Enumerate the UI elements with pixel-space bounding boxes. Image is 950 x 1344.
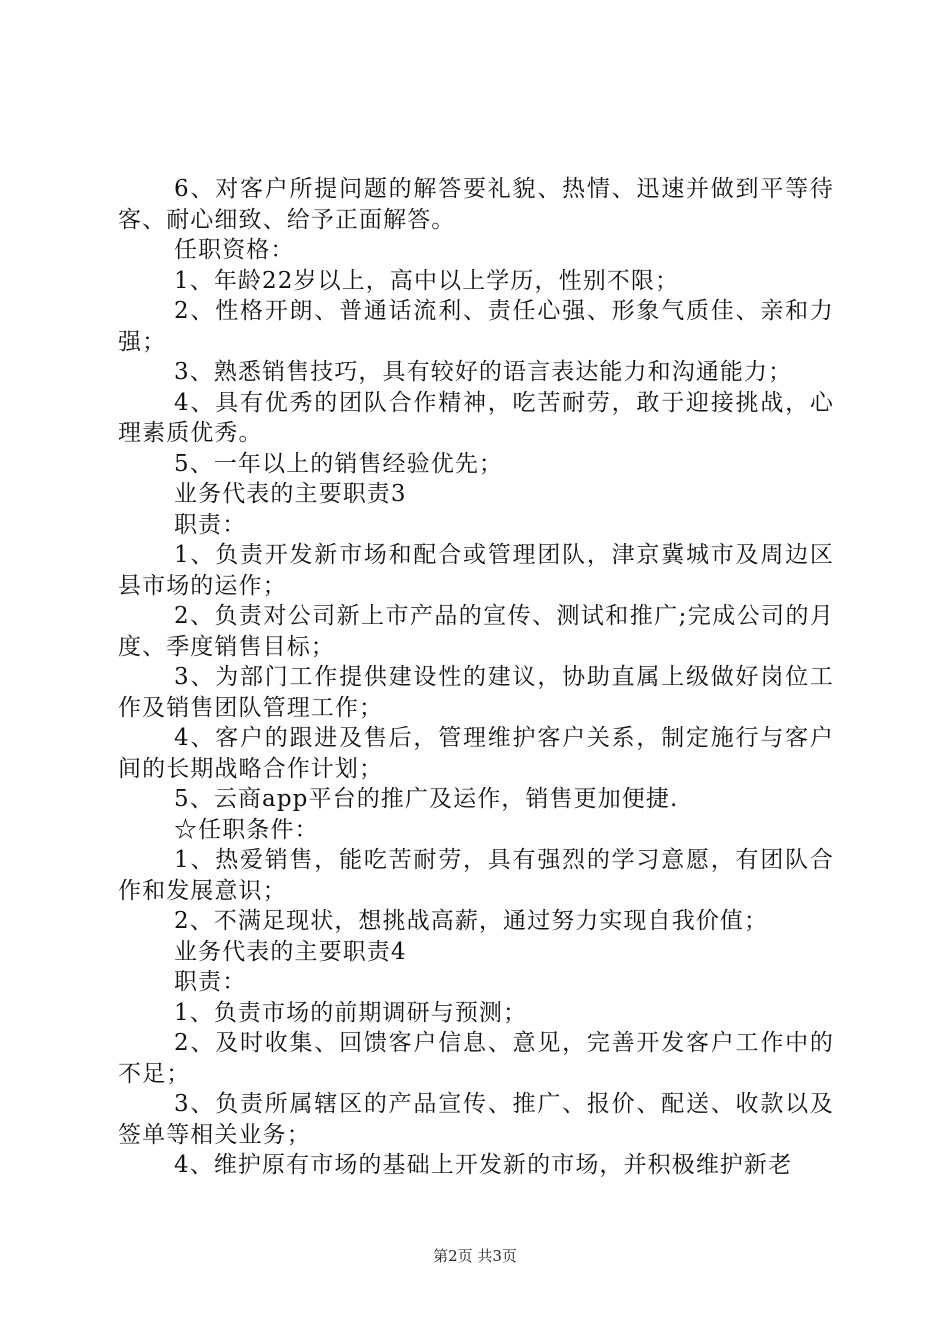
paragraph: 3、负责所属辖区的产品宣传、推广、报价、配送、收款以及签单等相关业务；: [118, 1091, 834, 1148]
document-body: [118, 174, 834, 1181]
page-footer: 第2页 共3页: [433, 1247, 517, 1265]
paragraph: 2、及时收集、回馈客户信息、意见，完善开发客户工作中的不足；: [118, 1030, 834, 1087]
paragraph: 1、负责开发新市场和配合或管理团队，津京冀城市及周边区县市场的运作；: [118, 542, 834, 599]
section-heading: 任职资格：: [174, 237, 295, 263]
paragraph: 5、一年以上的销售经验优先；: [174, 450, 504, 477]
paragraph: 3、熟悉销售技巧，具有较好的语言表达能力和沟通能力；: [174, 359, 793, 385]
section-heading: 职责：: [174, 969, 247, 995]
paragraph: 4、具有优秀的团队合作精神，吃苦耐劳，敢于迎接挑战，心理素质优秀。: [118, 389, 834, 446]
paragraph: 1、负责市场的前期调研与预测；: [174, 999, 528, 1026]
paragraph: 3、为部门工作提供建设性的建议，协助直属上级做好岗位工作及销售团队管理工作；: [118, 664, 834, 721]
paragraph: 2、负责对公司新上市产品的宣传、测试和推广;完成公司的月度、季度销售目标；: [118, 603, 834, 660]
paragraph: 1、年龄22岁以上，高中以上学历，性别不限；: [174, 267, 680, 294]
paragraph: 4、维护原有市场的基础上开发新的市场，并积极维护新老: [174, 1152, 793, 1178]
section-heading: 职责：: [174, 511, 247, 538]
paragraph: 1、热爱销售，能吃苦耐劳，具有强烈的学习意愿，有团队合作和发展意识；: [118, 847, 834, 904]
section-heading: ☆任职条件：: [174, 816, 319, 843]
paragraph: 4、客户的跟进及售后，管理维护客户关系，制定施行与客户间的长期战略合作计划；: [118, 725, 834, 782]
section-title: 业务代表的主要职责3: [174, 481, 407, 507]
section-title: 业务代表的主要职责4: [174, 938, 407, 965]
paragraph: 2、不满足现状，想挑战高薪，通过努力实现自我价值；: [174, 908, 769, 934]
paragraph: 5、云商app平台的推广及运作，销售更加便捷.: [174, 786, 679, 812]
paragraph: 2、性格开朗、普通话流利、责任心强、形象气质佳、亲和力强；: [118, 298, 834, 355]
paragraph: 6、对客户所提问题的解答要礼貌、热情、迅速并做到平等待客、耐心细致、给予正面解答。: [118, 176, 834, 233]
